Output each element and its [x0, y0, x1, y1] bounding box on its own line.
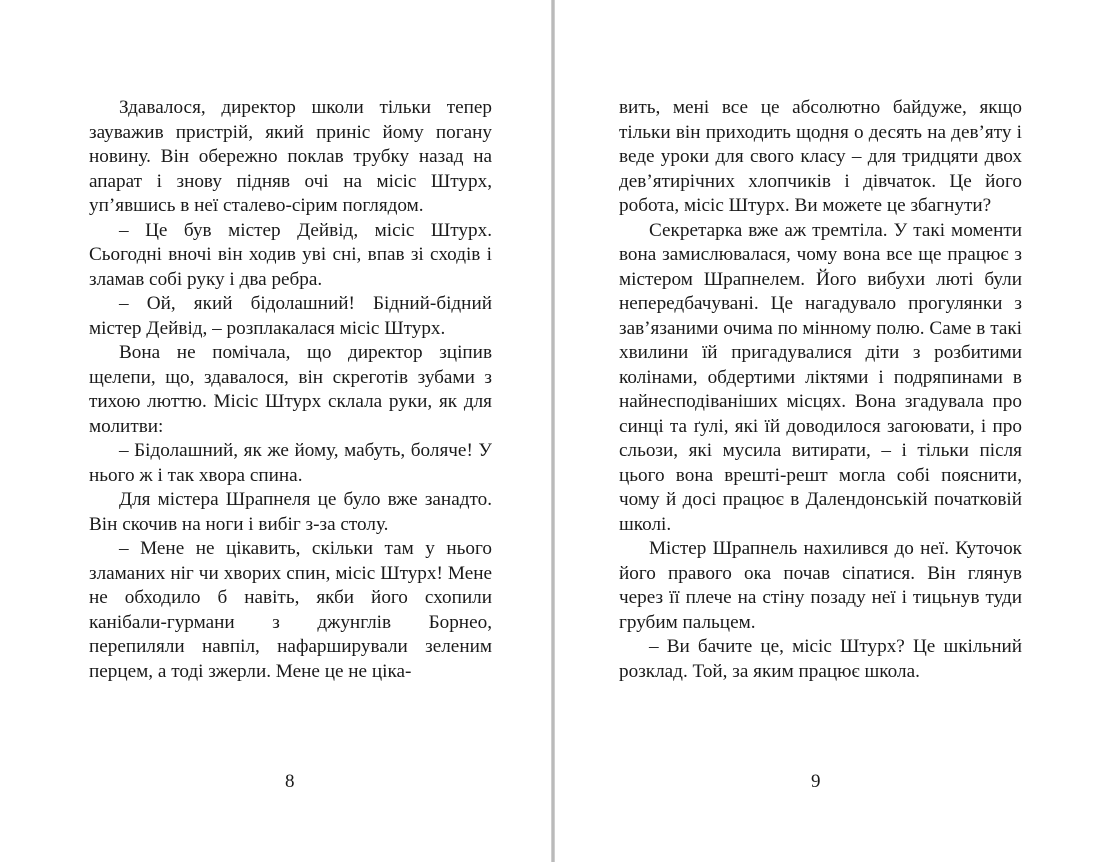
right-page [555, 0, 1105, 862]
paragraph: – Бідолашний, як же йому, мабуть, боляче! У нього ж і так хвора спина. [89, 440, 492, 486]
paragraph: – Мене не цікавить, скільки там у нього зламаних ніг чи хворих спин, місіс Штурх! Мене не обходило б навіть, якби його схопили канібали-гурмани з джунглів Борнео, перепиляли навпіл, нафарширували зеленим перцем, а тоді зжерли. Мене це не ціка- [89, 538, 492, 682]
page-number: 9 [811, 771, 821, 792]
paragraph: – Ой, який бідолашний! Бідний-бідний містер Дейвід, – розплакалася місіс Штурх. [89, 293, 492, 339]
paragraph: Містер Шрапнель нахилився до неї. Куточок його правого ока почав сіпатися. Він глянув через її плече на стіну позаду неї і тицьнув туди грубим пальцем. [619, 538, 1022, 633]
paragraph: Секретарка вже аж тремтіла. У такі моменти вона замислювалася, чому вона все ще працює з містером Шрапнелем. Його вибухи люті були непередбачувані. Це нагадувало прогулянки з зав’язаними очима по мінному полю. Саме в такі хвилини їй пригадувалися діти з розбитими колінами, обдертими ліктями і подряпинами в найнесподіваніших місцях. Вона згадувала про синці та ґулі, які їй доводилося загоювати, і про сльози, які мусила витирати, – і тільки після цього вона врешті-решт могла собі пояснити, чому й досі працює в Далендонській початковій школі. [619, 219, 1022, 535]
paragraph: – Ви бачите це, місіс Штурх? Це шкільний розклад. Той, за яким працює школа. [619, 636, 1022, 682]
right-page-text [619, 96, 1022, 684]
paragraph-continued: вить, мені все це абсолютно байдуже, якщо тільки він приходить щодня о десять на дев’яту і веде уроки для свого класу – для тридцяти двох дев’ятирічних хлопчиків і дівчаток. Це його робота, місіс Штурх. Ви можете це збагнути? [619, 97, 1022, 216]
left-page-text [89, 96, 492, 684]
paragraph: – Це був містер Дейвід, місіс Штурх. Сьогодні вночі він ходив уві сні, впав зі сходів і зламав собі руку і два ребра. [89, 219, 492, 290]
paragraph: Вона не помічала, що директор зціпив щелепи, що, здавалося, він скреготів зубами з тихою люттю. Місіс Штурх склала руки, як для молитви: [89, 342, 492, 437]
paragraph: Для містера Шрапнеля це було вже занадто. Він скочив на ноги і вибіг з-за столу. [89, 489, 492, 535]
page-number: 8 [285, 771, 295, 792]
left-page [0, 0, 551, 862]
paragraph: Здавалося, директор школи тільки тепер зауважив пристрій, який приніс йому погану новину. Він обережно поклав трубку назад на апарат і знову підняв очі на місіс Штурх, уп’явшись в неї сталево-сірим поглядом. [89, 97, 492, 216]
